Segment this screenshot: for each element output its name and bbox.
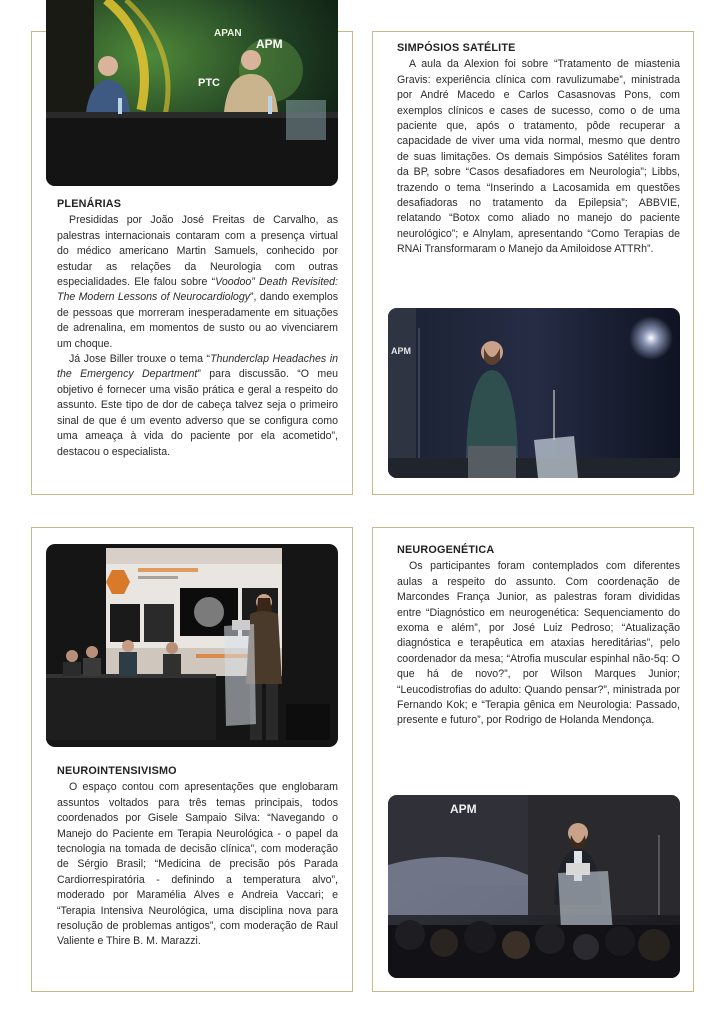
- plenarias-text: [57, 197, 338, 460]
- photo-banner-text: APM: [391, 346, 411, 356]
- photo-screen-text-3: PTC: [198, 77, 220, 89]
- photo-screen-text-1: APAN: [214, 28, 242, 39]
- neurointensivismo-heading: NEUROINTENSIVISMO: [57, 765, 177, 777]
- neurogenetica-text: [397, 543, 680, 729]
- neurointensivismo-photo: [46, 544, 338, 747]
- neurointensivismo-paragraph-1: O espaço contou com apresentações que englobaram assuntos voltados para três temas principais, todos coordenados por Gisele Sampaio Silva: “Navegando o Manejo do Paciente em Terapia Neurológica - o papel da tecnologia na tomada de decisão clínica”, com moderação de Sérgio Brasil; “Medicina de precisão pós Parada Cardiorrespiratória - definindo a temperatura alvo”, moderado por Maramélia Alves e Andreia Vaccari; e “Terapia Intensiva Neurológica, uma disciplina nova para resolução de problemas antigos”, com moderação de Raul Valiente e Thire B. M. Marazzi.: [57, 781, 338, 948]
- photo-banner-text: APM: [450, 802, 477, 816]
- plenarias-photo: [46, 0, 338, 186]
- neurogenetica-photo: [388, 795, 680, 978]
- plenarias-heading: PLENÁRIAS: [57, 198, 122, 210]
- neurogenetica-heading: NEUROGENÉTICA: [397, 544, 495, 556]
- plenarias-paragraph-1: Presididas por João José Freitas de Carvalho, as palestras internacionais contaram com a presença virtual do médico americano Martin Samuels, conhecido por estudar as relações da Neurologia com outras especialidades. Ele falou sobre “Voodoo” Death Revisited: The Modern Lessons of Neurocardiology”, dando exemplos de pessoas que morreram inesperadamente em situações de adrenalina, em momentos de susto ou ao vivenciarem um choque.: [57, 214, 339, 350]
- neurogenetica-paragraph-1: Os participantes foram contemplados com diferentes aulas a respeito do assunto. Com coordenação de Marcondes França Junior, as palestras foram divididas entre “Diagnóstico em neurogenética: Sequenciamento do exoma e além”, por José Luiz Pedroso; “Atualização diagnóstica e terapêutica em ataxias hereditárias”, pelo coordenador da mesa; “Atrofia muscular espinhal não-5q: O que há de novo?”, por Wilson Marques Junior; “Leucodistrofias do adulto: Quando pensar?”, ministrada por Fernando Kok; e “Terapia gênica em Neurologia: Passado, presente e futuro”, por Rodrigo de Holanda Mendonça.: [397, 560, 680, 727]
- photo-screen-text-2: APM: [256, 37, 283, 51]
- plenarias-paragraph-2: Já Jose Biller trouxe o tema “Thunderclap Headaches in the Emergency Department” para discussão. “O meu objetivo é fornecer uma visão prática e geral a respeito do assunto. Este tipo de dor de cabeça talvez seja o primeiro sinal de que é um evento adverso que se configura como uma ameaça à vida do paciente por ela acometido”, destacou o especialista.: [57, 353, 338, 458]
- simposios-paragraph-1: A aula da Alexion foi sobre “Tratamento de miastenia Gravis: experiência clínica com ravulizumabe”, ministrada por André Macedo e Carlos Casasnovas Pons, com exemplos clínicos e cases de sucesso, como o de uma paciente que, após o tratamento, pôde recuperar a capacidade de viver uma vida normal, mesmo que dentro de suas limitações. Os demais Simpósios Satélites foram da BP, sobre “Casos desafiadores em Neurologia”; Libbs, trazendo o tema “Inserindo a Lacosamida em questões desafiadoras no tratamento da Epilepsia”; ABBVIE, relatando “Botox como aliado no manejo do paciente neurológico”; e Alnylam, apresentando “Como Terapias de RNAi Transformaram o Manejo da Amiloidose ATTRh”.: [397, 58, 680, 256]
- simposios-text: [397, 41, 680, 258]
- neurointensivismo-text: [57, 764, 338, 950]
- simposios-heading: SIMPÓSIOS SATÉLITE: [397, 42, 516, 54]
- simposios-photo: [388, 308, 680, 478]
